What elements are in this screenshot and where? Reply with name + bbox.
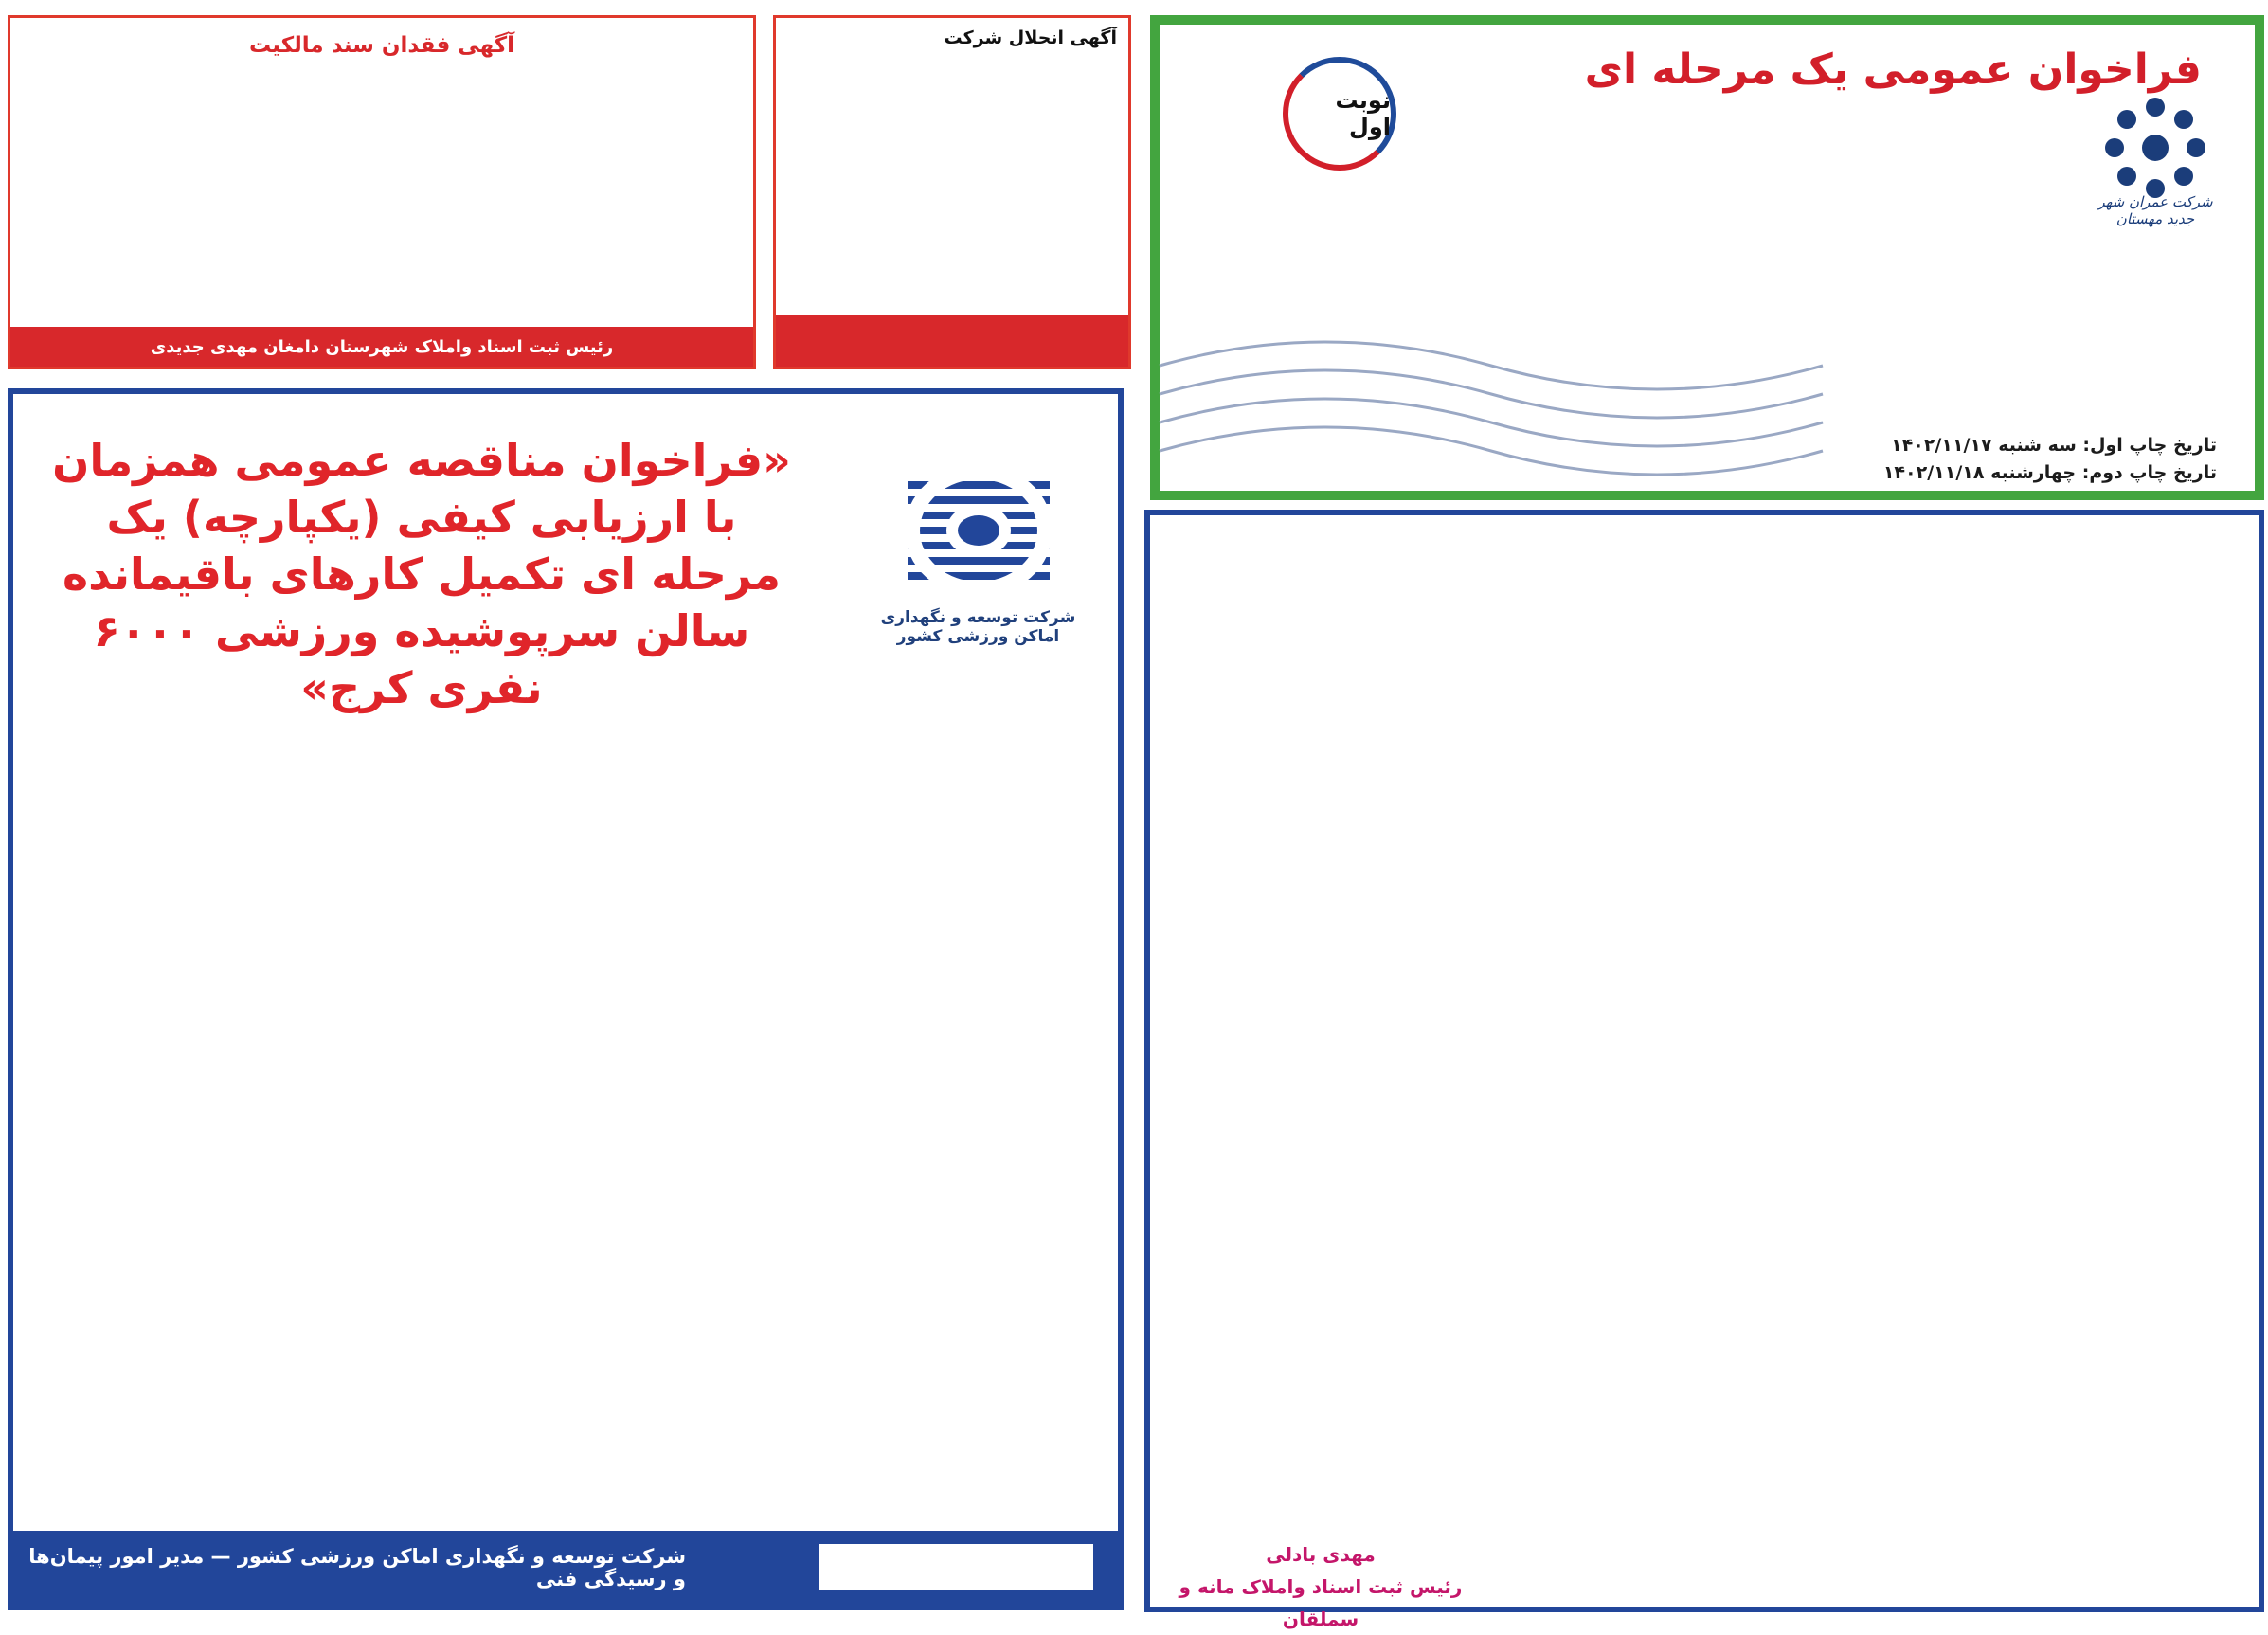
print-date-second: تاریخ چاپ دوم: چهارشنبه ۱۴۰۲/۱۱/۱۸: [1882, 462, 2217, 483]
tender-title: فراخوان عمومی یک مرحله ای: [1584, 45, 2202, 94]
tender-notice: [1150, 15, 2264, 500]
sports-footer: [13, 1531, 1118, 1605]
sports-tender-notice: [8, 388, 1124, 1610]
sports-id-box: [819, 1544, 1093, 1590]
dissolution-footer: [776, 315, 1128, 367]
sports-tender-title: «فراخوان مناقصه عمومی همزمان با ارزیابی کیفی (یکپارچه) یک مرحله ای تکمیل کارهای باقیمانده سالن سرپوشیده ورزشی ۶۰۰۰ نفری کرج»: [52, 435, 791, 713]
sports-footer-text: شرکت توسعه و نگهداری اماکن ورزشی کشور — مدیر امور پیمان‌ها و رسیدگی فنی: [28, 1545, 686, 1590]
registry-notice: [1144, 510, 2264, 1630]
print-date-first: تاریخ چاپ اول: سه شنبه ۱۴۰۲/۱۱/۱۷: [1890, 435, 2217, 456]
dissolution-title: آگهی انحلال شرکت: [944, 27, 1117, 48]
deed-loss-notice: [8, 15, 756, 369]
sports-logo-caption: شرکت توسعه و نگهداری اماکن ورزشی کشور: [880, 608, 1076, 646]
deed-loss-title: آگهی فقدان سند مالکیت: [248, 33, 515, 58]
dissolution-notice: [773, 15, 1131, 369]
registry-signer: مهدی بادلی: [1266, 1543, 1376, 1566]
first-print-badge: نوبت اول: [1283, 57, 1396, 171]
registry-signature: [1150, 1538, 1491, 1635]
print-dates: [1686, 432, 2217, 487]
logo-caption: شرکت عمران شهر جدید مهستان: [2097, 193, 2213, 227]
deed-loss-footer: رئیس ثبت اسناد واملاک شهرستان دامغان مهدی جدیدی: [10, 327, 753, 367]
sports-org-logo-icon: [889, 453, 1069, 604]
registry-signer-title: رئیس ثبت اسناد واملاک مانه و سملقان: [1179, 1575, 1463, 1630]
